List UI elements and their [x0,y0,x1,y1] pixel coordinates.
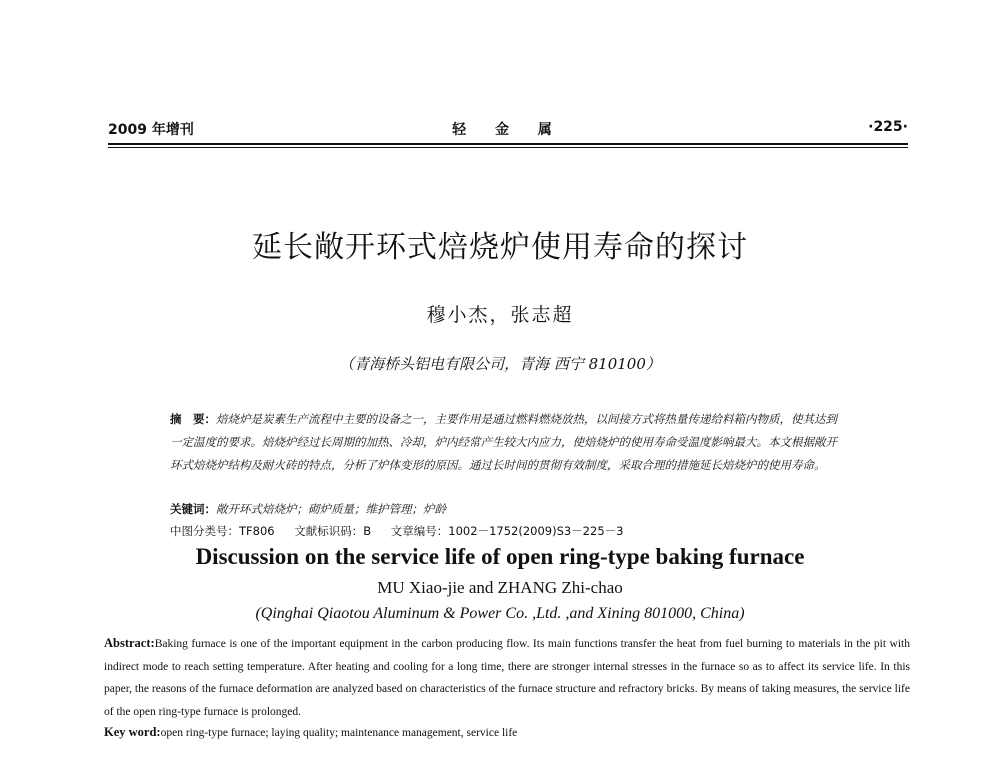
authors-cn: 穆小杰，张志超 [426,304,574,326]
paper-title-en: Discussion on the service life of open ring-type baking furnace [195,544,805,569]
header-journal: 轻 金 属 [452,122,564,138]
running-header [108,119,908,141]
authors-en: MU Xiao-jie and ZHANG Zhi-chao [377,578,623,597]
keywords-en-label: Key word: [104,725,161,739]
article-number: 文章编号：1002－1752(2009)S3－225－3 [390,524,624,538]
abstract-cn [170,408,838,477]
abstract-en-text: Baking furnace is one of the important equipment in the carbon producing flow. Its main functions transfer the heat from fuel burning to materials in the pit with indirect mode to reach setting temperature. After heating and cooling for a long time, there are stronger internal stresses in the furnace so as to affect its service life. In this paper, the reasons of the furnace deformation are analyzed based on characteristics of the furnace structure and refractory bricks. By means of taking measures, the service life of the open ring-type furnace is prolonged. [104,638,910,718]
keywords-cn-text: 敞开环式焙烧炉；砌炉质量；维护管理；炉龄 [216,502,446,516]
document-code: 文献标识码：B [294,524,372,538]
affiliation-cn: （青海桥头铝电有限公司，青海 西宁 810100） [339,355,661,373]
abstract-cn-text: 焙烧炉是炭素生产流程中主要的设备之一，主要作用是通过燃料燃烧放热，以间接方式将热量传递给料箱内物质，使其达到一定温度的要求。焙烧炉经过长周期的加热、冷却，炉内经常产生较大内应力，使焙烧炉的使用寿命受温度影响最大。本文根据敞开环式焙烧炉结构及耐火砖的特点，分析了炉体变形的原因。通过长时间的贯彻有效制度，采取合理的措施延长焙烧炉的使用寿命。 [170,412,837,472]
header-rule-thin [108,147,908,148]
classification-line [170,523,639,539]
keywords-cn-label: 关键词： [170,502,216,516]
affiliation-en: (Qinghai Qiaotou Aluminum & Power Co. ,Ltd. ,and Xining 801000, China) [255,605,745,622]
paper-title-cn: 延长敞开环式焙烧炉使用寿命的探讨 [252,230,748,265]
keywords-en-text: open ring-type furnace; laying quality; maintenance management, service life [160,727,518,739]
abstract-en [104,632,910,723]
abstract-cn-label: 摘 要： [170,412,216,426]
header-page-number: ·225· [868,119,908,135]
clc-number: 中图分类号：TF806 [170,524,275,538]
header-rule-thick [108,143,908,145]
header-issue: 2009 年增刊 [108,122,194,138]
keywords-cn [170,501,446,517]
abstract-en-label: Abstract: [104,636,155,650]
keywords-en [104,725,517,740]
